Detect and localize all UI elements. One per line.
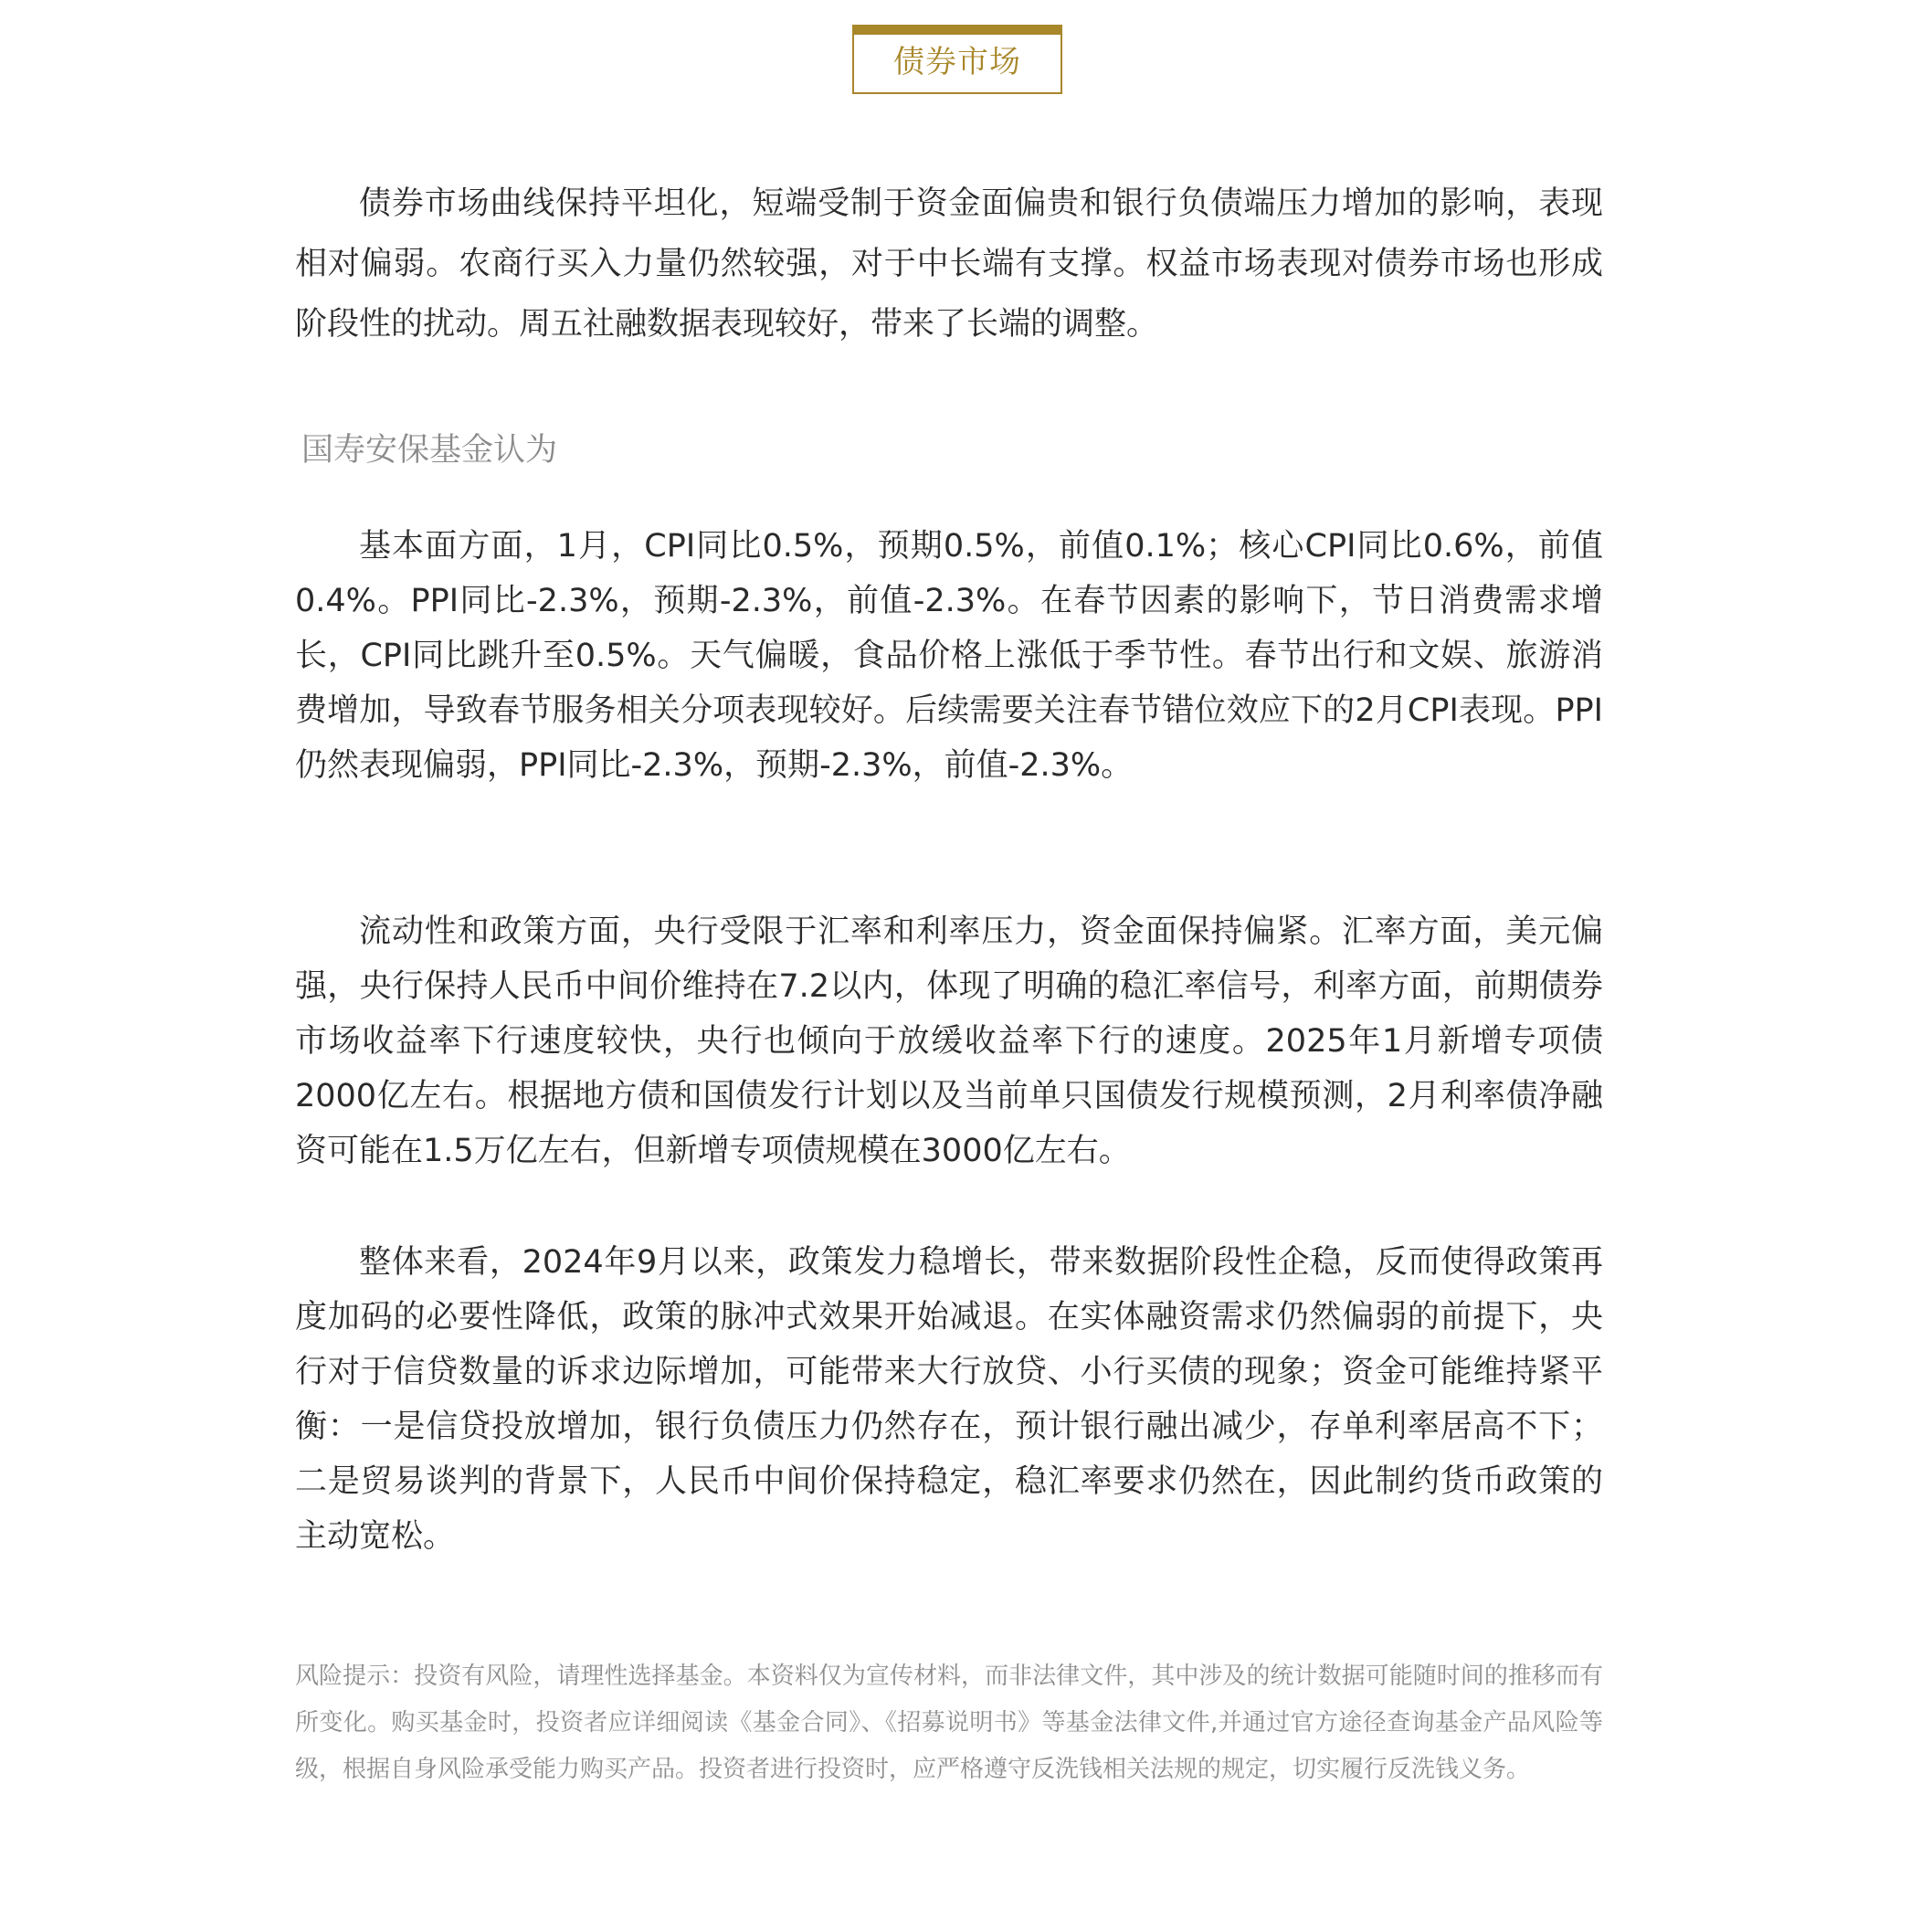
intro-paragraph: 债券市场曲线保持平坦化，短端受制于资金面偏贵和银行负债端压力增加的影响，表现相对偏弱。农商行买入力量仍然较强，对于中长端有支撑。权益市场表现对债券市场也形成阶段性的扰动。周五社融数据表现较好，带来了长端的调整。 — [295, 185, 1603, 343]
risk-disclaimer: 风险提示：投资有风险，请理性选择基金。本资料仅为宣传材料，而非法律文件，其中涉及的统计数据可能随时间的推移而有所变化。购买基金时，投资者应详细阅读《基金合同》、《招募说明书》等基金法律文件,并通过官方途径查询基金产品风险等级，根据自身风险承受能力购买产品。投资者进行投资时，应严格遵守反洗钱相关法规的规定，切实履行反洗钱义务。 — [295, 1663, 1603, 1783]
section-title: 债券市场 — [893, 43, 1021, 80]
fundamentals-block — [295, 519, 1603, 793]
overall-paragraph: 整体来看，2024年9月以来，政策发力稳增长，带来数据阶段性企稳，反而使得政策再度加码的必要性降低，政策的脉冲式效果开始减退。在实体融资需求仍然偏弱的前提下，央行对于信贷数量的诉求边际增加，可能带来大行放贷、小行买债的现象；资金可能维持紧平衡：一是信贷投放增加，银行负债压力仍然存在，预计银行融出减少，存单利率居高不下；二是贸易谈判的背景下，人民币中间价保持稳定，稳汇率要求仍然在，因此制约货币政策的主动宽松。 — [295, 1244, 1603, 1555]
liquidity-paragraph: 流动性和政策方面，央行受限于汇率和利率压力，资金面保持偏紧。汇率方面，美元偏强，央行保持人民币中间价维持在7.2以内，体现了明确的稳汇率信号，利率方面，前期债券市场收益率下行速度较快，央行也倾向于放缓收益率下行的速度。2025年1月新增专项债2000亿左右。根据地方债和国债发行计划以及当前单只国债发行规模预测，2月利率债净融资可能在1.5万亿左右，但新增专项债规模在3000亿左右。 — [295, 913, 1603, 1169]
view-heading: 国寿安保基金认为 — [301, 432, 558, 469]
liquidity-block — [295, 904, 1603, 1178]
intro-block — [295, 174, 1603, 354]
overall-block — [295, 1235, 1603, 1564]
section-tag — [852, 25, 1062, 94]
fundamentals-paragraph: 基本面方面，1月，CPI同比0.5%，预期0.5%，前值0.1%；核心CPI同比0.6%，前值0.4%。PPI同比-2.3%，预期-2.3%，前值-2.3%。在春节因素的影响下，节日消费需求增长，CPI同比跳升至0.5%。天气偏暖，食品价格上涨低于季节性。春节出行和文娱、旅游消费增加，导致春节服务相关分项表现较好。后续需要关注春节错位效应下的2月CPI表现。PPI仍然表现偏弱，PPI同比-2.3%，预期-2.3%，前值-2.3%。 — [295, 528, 1603, 784]
